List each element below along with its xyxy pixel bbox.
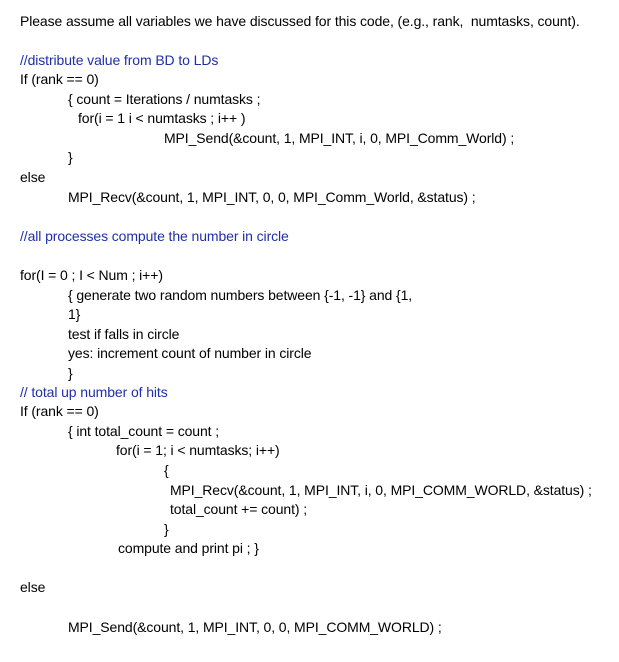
code-line: total_count += count) ;	[170, 501, 308, 517]
code-line: { count = Iterations / numtasks ;	[68, 91, 261, 107]
comment-distribute: //distribute value from BD to LDs	[20, 52, 219, 68]
code-line: for(I = 0 ; I < Num ; i++)	[20, 267, 163, 283]
code-line: }	[68, 149, 73, 165]
code-line: 1}	[68, 306, 81, 322]
code-line: test if falls in circle	[68, 326, 180, 342]
code-line: MPI_Send(&count, 1, MPI_INT, i, 0, MPI_Comm_World) ;	[164, 130, 515, 146]
code-line: { int total_count = count ;	[68, 423, 220, 439]
code-line: compute and print pi ; }	[118, 540, 259, 556]
code-line: for(i = 1; i < numtasks; i++)	[116, 442, 280, 458]
code-line: else	[20, 579, 46, 595]
code-line: {	[164, 462, 169, 478]
code-line: else	[20, 169, 46, 185]
comment-compute: //all processes compute the number in circle	[20, 228, 289, 244]
code-line: MPI_Send(&count, 1, MPI_INT, 0, 0, MPI_COMM_WORLD) ;	[68, 619, 442, 635]
code-line: { generate two random numbers between {-1, -1} and {1,	[68, 287, 413, 303]
code-line: }	[68, 365, 73, 381]
code-line: for(i = 1 i < numtasks ; i++ )	[78, 110, 246, 126]
code-line: MPI_Recv(&count, 1, MPI_INT, 0, 0, MPI_Comm_World, &status) ;	[68, 189, 476, 205]
code-line: If (rank == 0)	[20, 71, 99, 87]
code-line: MPI_Recv(&count, 1, MPI_INT, i, 0, MPI_COMM_WORLD, &status) ;	[170, 482, 592, 498]
code-line: If (rank == 0)	[20, 403, 99, 419]
code-line: }	[164, 521, 169, 537]
instruction-text: Please assume all variables we have discussed for this code, (e.g., rank, numtasks, count).	[20, 13, 580, 29]
code-line: yes: increment count of number in circle	[68, 345, 312, 361]
comment-total: // total up number of hits	[20, 384, 168, 400]
